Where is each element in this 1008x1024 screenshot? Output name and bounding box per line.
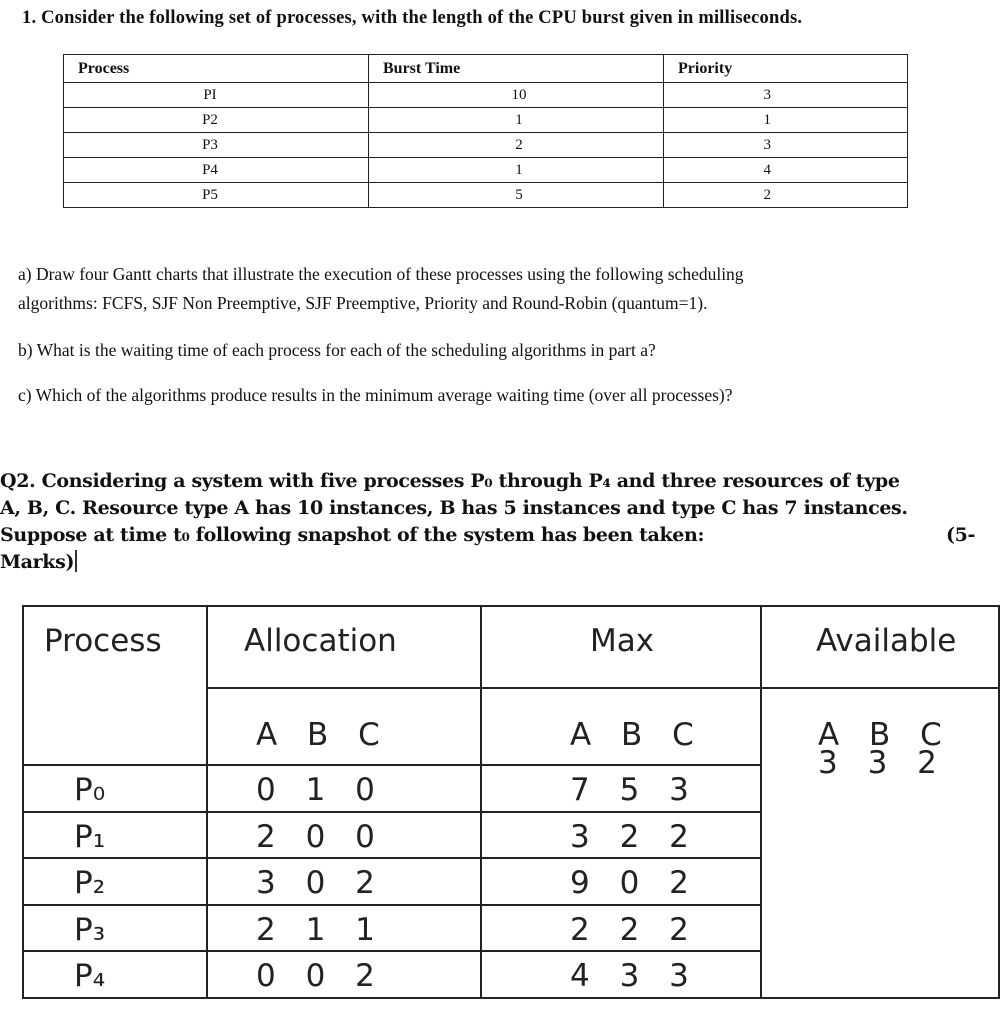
table-row bbox=[64, 108, 908, 133]
q1-part-b: b) What is the waiting time of each process for each of the scheduling algorithms in part a? bbox=[18, 340, 656, 360]
table-row bbox=[23, 858, 999, 905]
header-process: Process bbox=[44, 623, 162, 659]
table-row bbox=[64, 158, 908, 183]
process-cell: P₄ bbox=[23, 951, 207, 998]
q2-marks-open: (5- bbox=[945, 524, 975, 546]
priority-cell: 1 bbox=[664, 108, 908, 133]
subheader-max-cell bbox=[481, 688, 761, 765]
max-cell: 4 3 3 bbox=[481, 951, 761, 998]
process-cell: P₃ bbox=[23, 905, 207, 952]
allocation-cell: 0 1 0 bbox=[207, 765, 481, 812]
q2-line3-container bbox=[0, 522, 975, 549]
header-process-cell bbox=[23, 606, 207, 688]
priority-cell: 4 bbox=[664, 158, 908, 183]
q2-line3: Suppose at time t₀ following snapshot of the system has been taken: bbox=[0, 524, 705, 546]
available-abc-label: A B C bbox=[818, 717, 952, 753]
allocation-cell: 3 0 2 bbox=[207, 858, 481, 905]
allocation-abc-label: A B C bbox=[256, 717, 390, 753]
table-row bbox=[64, 83, 908, 108]
priority-cell: 2 bbox=[664, 183, 908, 208]
priority-cell: 3 bbox=[664, 83, 908, 108]
table-row bbox=[23, 765, 999, 812]
priority-cell: 3 bbox=[664, 133, 908, 158]
q2-snapshot-table bbox=[22, 605, 1000, 999]
burst-cell: 10 bbox=[369, 83, 664, 108]
available-cell bbox=[761, 951, 999, 998]
header-max-cell bbox=[481, 606, 761, 688]
process-cell: P2 bbox=[64, 108, 369, 133]
q1-process-table bbox=[63, 54, 908, 208]
available-cell bbox=[761, 745, 999, 812]
process-cell: P5 bbox=[64, 183, 369, 208]
process-cell: PI bbox=[64, 83, 369, 108]
q2-marks-line bbox=[0, 549, 975, 576]
available-cell bbox=[761, 905, 999, 952]
header-available-cell bbox=[761, 606, 999, 688]
header-max: Max bbox=[590, 623, 655, 659]
q2-line1: Q2. Considering a system with five processes P₀ through P₄ and three resources of type bbox=[0, 470, 900, 492]
available-cell bbox=[761, 812, 999, 859]
allocation-cell: 2 1 1 bbox=[207, 905, 481, 952]
available-values: 3 3 2 bbox=[818, 745, 947, 781]
q1-table-header bbox=[64, 55, 908, 83]
allocation-cell: 2 0 0 bbox=[207, 812, 481, 859]
table-row bbox=[23, 905, 999, 952]
header-burst-time: Burst Time bbox=[369, 55, 664, 83]
q1-part-c: c) Which of the algorithms produce results in the minimum average waiting time (over all processes)? bbox=[18, 385, 733, 405]
header-allocation-cell bbox=[207, 606, 481, 688]
q2-table-header bbox=[23, 606, 999, 688]
max-cell: 9 0 2 bbox=[481, 858, 761, 905]
text-cursor bbox=[75, 550, 77, 572]
table-row bbox=[64, 183, 908, 208]
process-cell: P₁ bbox=[23, 812, 207, 859]
burst-cell: 1 bbox=[369, 158, 664, 183]
q2-marks-close: Marks) bbox=[0, 551, 75, 573]
max-cell: 3 2 2 bbox=[481, 812, 761, 859]
q2-question bbox=[0, 468, 975, 576]
header-allocation: Allocation bbox=[244, 623, 397, 659]
header-priority: Priority bbox=[664, 55, 908, 83]
process-cell: P₀ bbox=[23, 765, 207, 812]
table-row bbox=[23, 812, 999, 859]
max-abc-label: A B C bbox=[570, 717, 704, 753]
subheader-process-cell bbox=[23, 688, 207, 765]
process-cell: P3 bbox=[64, 133, 369, 158]
max-cell: 2 2 2 bbox=[481, 905, 761, 952]
header-process: Process bbox=[64, 55, 369, 83]
max-cell: 7 5 3 bbox=[481, 765, 761, 812]
subheader-allocation-cell bbox=[207, 688, 481, 765]
q1-part-a-line2: algorithms: FCFS, SJF Non Preemptive, SJF Preemptive, Priority and Round-Robin (quantum=1). bbox=[18, 293, 708, 313]
q1-part-a-line1: a) Draw four Gantt charts that illustrate the execution of these processes using the following scheduling bbox=[18, 264, 744, 284]
available-cell bbox=[761, 858, 999, 905]
table-row bbox=[64, 133, 908, 158]
header-available: Available bbox=[816, 623, 957, 659]
q1-title: 1. Consider the following set of processes, with the length of the CPU burst given in milliseconds. bbox=[22, 8, 803, 28]
allocation-cell: 0 0 2 bbox=[207, 951, 481, 998]
burst-cell: 1 bbox=[369, 108, 664, 133]
burst-cell: 5 bbox=[369, 183, 664, 208]
q2-line2: A, B, C. Resource type A has 10 instances, B has 5 instances and type C has 7 instances. bbox=[0, 497, 908, 519]
process-cell: P4 bbox=[64, 158, 369, 183]
table-row bbox=[23, 951, 999, 998]
process-cell: P₂ bbox=[23, 858, 207, 905]
burst-cell: 2 bbox=[369, 133, 664, 158]
